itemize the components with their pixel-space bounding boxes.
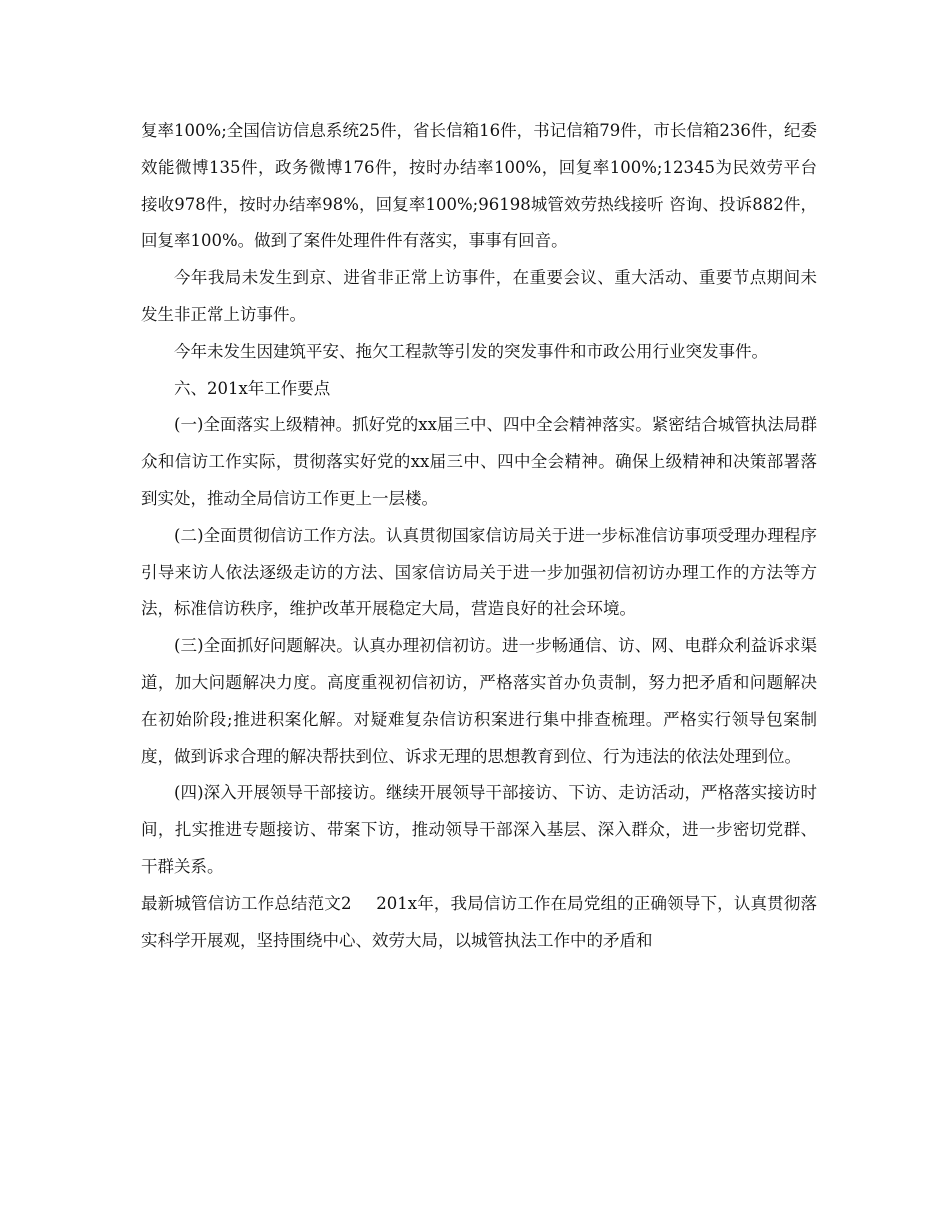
- paragraph-no-emergencies: 今年未发生因建筑平安、拖欠工程款等引发的突发事件和市政公用行业突发事件。: [174, 341, 768, 361]
- work-point-4: (四)深入开展领导干部接访。继续开展领导干部接访、下访、走访活动，严格落实接访时间，扎实推进专题接访、带案下访，推动领导干部深入基层、深入群众，进一步密切党群、干群关系。: [141, 783, 817, 876]
- document-body: [141, 113, 817, 959]
- section-heading: 六、201x年工作要点: [174, 378, 331, 398]
- paragraph-no-petition-events: 今年我局未发生到京、进省非正常上访事件，在重要会议、重大活动、重要节点期间未发生非正常上访事件。: [141, 268, 817, 324]
- work-point-1: (一)全面落实上级精神。抓好党的xx届三中、四中全会精神落实。紧密结合城管执法局群众和信访工作实际，贯彻落实好党的xx届三中、四中全会精神。确保上级精神和决策部署落到实处，推动全局信访工作更上一层楼。: [141, 415, 817, 508]
- next-article: [141, 886, 817, 960]
- next-article-title: 最新城管信访工作总结范文2: [141, 893, 352, 913]
- next-article-text: 201x年，我局信访工作在局党组的正确领导下，认真贯彻落实科学开展观，坚持围绕中心、效劳大局，以城管执法工作中的矛盾和: [141, 893, 817, 950]
- paragraph-statistics: 复率100%;全国信访信息系统25件，省长信箱16件，书记信箱79件，市长信箱236件，纪委效能微博135件，政务微博176件，按时办结率100%，回复率100%;12345为民效劳平台接收978件，按时办结率98%，回复率100%;96198城管效劳热线接听 咨询、投诉882件，回复率100%。做到了案件处理件件有落实，事事有回音。: [141, 121, 817, 251]
- work-point-3: (三)全面抓好问题解决。认真办理初信初访。进一步畅通信、访、网、电群众利益诉求渠道，加大问题解决力度。高度重视初信初访，严格落实首办负责制，努力把矛盾和问题解决在初始阶段;推进积案化解。对疑难复杂信访积案进行集中排查梳理。严格实行领导包案制度，做到诉求合理的解决帮扶到位、诉求无理的思想教育到位、行为违法的依法处理到位。: [141, 636, 817, 766]
- work-point-2: (二)全面贯彻信访工作方法。认真贯彻国家信访局关于进一步标准信访事项受理办理程序引导来访人依法逐级走访的方法、国家信访局关于进一步加强初信初访办理工作的方法等方法，标准信访秩序，维护改革开展稳定大局，营造良好的社会环境。: [141, 525, 817, 619]
